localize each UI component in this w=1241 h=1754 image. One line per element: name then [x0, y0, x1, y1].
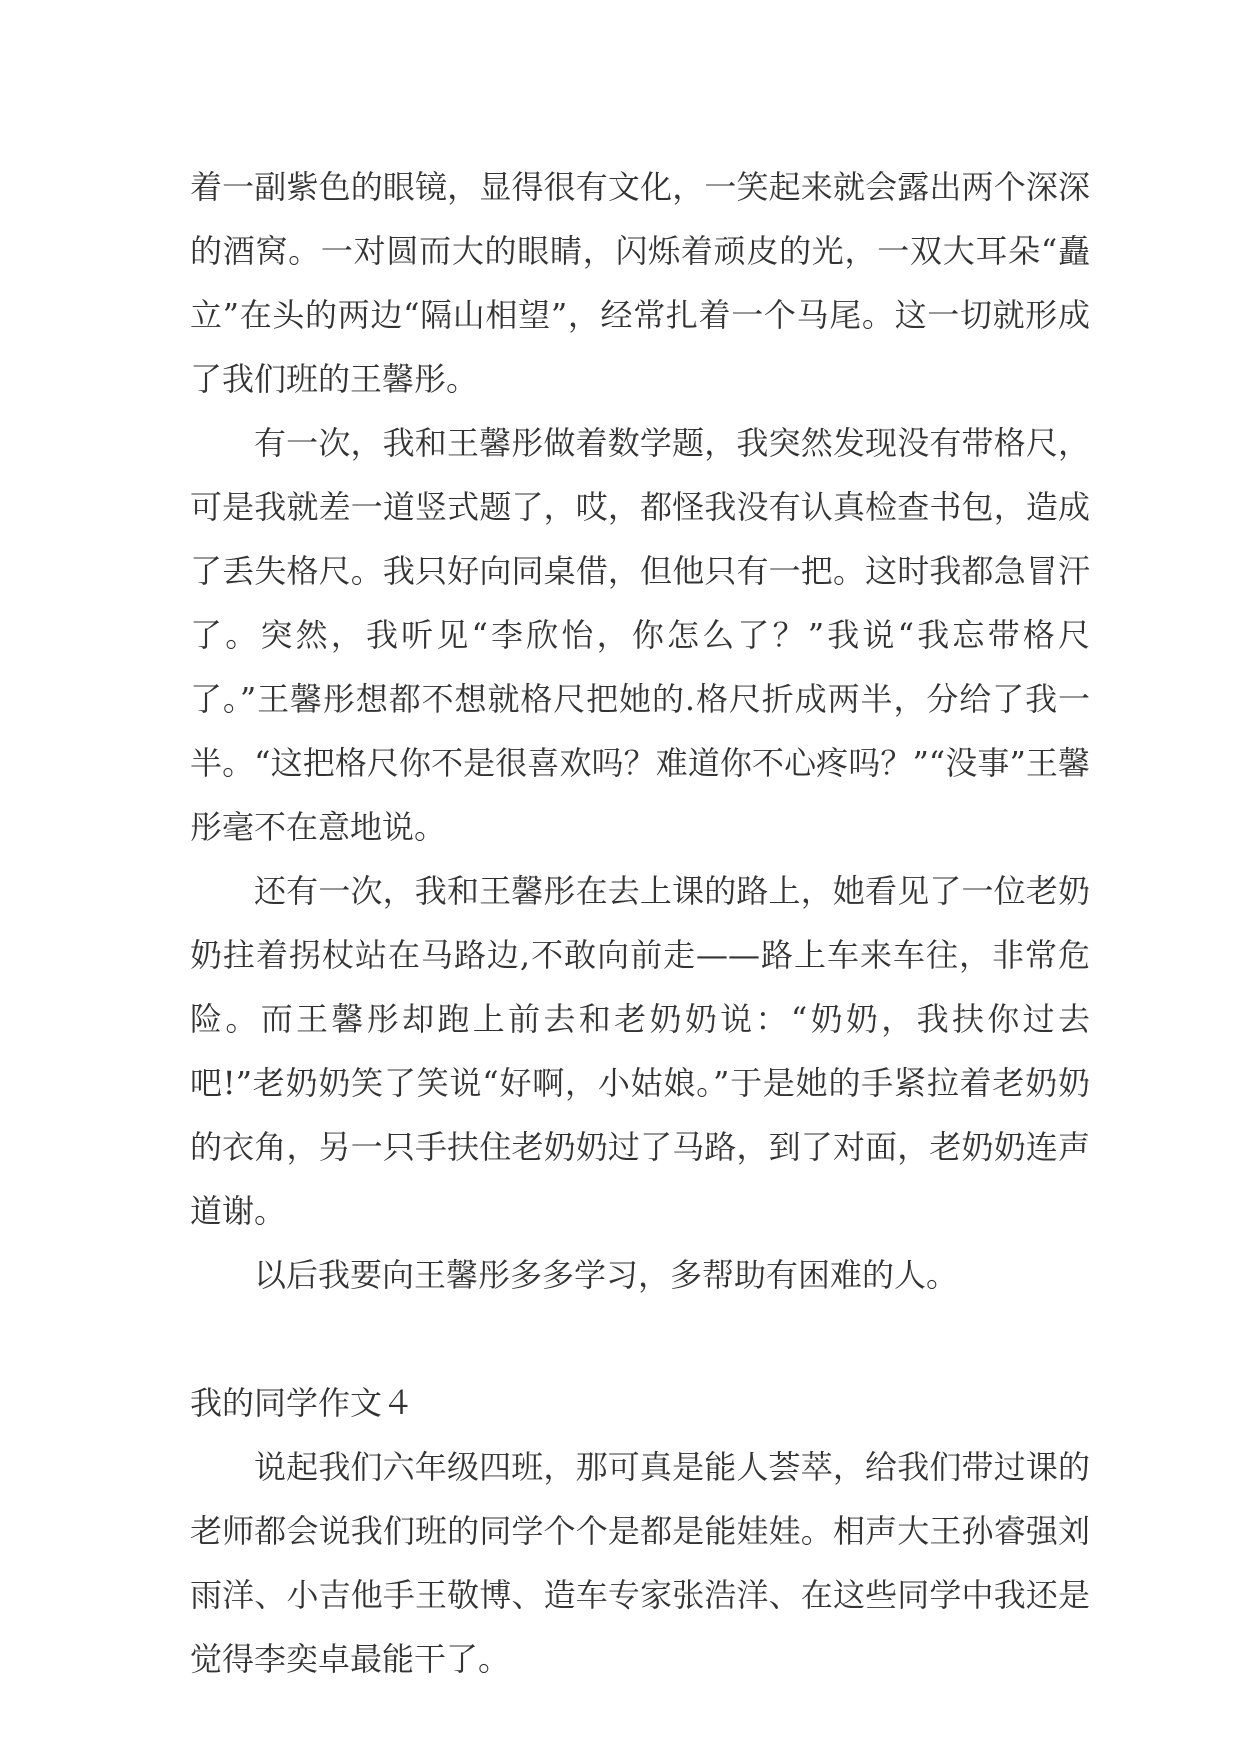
- section-title: 我的同学作文４: [190, 1384, 415, 1422]
- paragraph-ruler-story: 有一次，我和王馨彤做着数学题，我突然发现没有带格尺，可是我就差一道竖式题了，哎，都怪我没有认真检查书包，造成了丢失格尺。我只好向同桌借，但他只有一把。这时我都急冒汗了。突然，我听见“李欣怡，你怎么了？”我说“我忘带格尺了。”王馨彤想都不想就格尺把她的.格尺折成两半，分给了我一半。“这把格尺你不是很喜欢吗？难道你不心疼吗？”“没事”王馨彤毫不在意地说。: [190, 424, 1090, 846]
- paragraph-grandma-story: 还有一次，我和王馨彤在去上课的路上，她看见了一位老奶奶拄着拐杖站在马路边,不敢向前走——路上车来车往，非常危险。而王馨彤却跑上前去和老奶奶说：“奶奶，我扶你过去吧!”老奶奶笑了笑说“好啊，小姑娘。”于是她的手紧拉着老奶奶的衣角，另一只手扶住老奶奶过了马路，到了对面，老奶奶连声道谢。: [190, 872, 1090, 1230]
- document-body: [190, 155, 1090, 1691]
- paragraph-essay-four-intro: 说起我们六年级四班，那可真是能人荟萃，给我们带过课的老师都会说我们班的同学个个是都是能娃娃。相声大王孙睿强刘雨洋、小吉他手王敬博、造车专家张浩洋、在这些同学中我还是觉得李奕卓最能干了。: [190, 1448, 1090, 1678]
- paragraph-conclusion: 以后我要向王馨彤多多学习，多帮助有困难的人。: [254, 1256, 959, 1294]
- paragraph-continued: 着一副紫色的眼镜，显得很有文化，一笑起来就会露出两个深深的酒窝。一对圆而大的眼睛，闪烁着顽皮的光，一双大耳朵“矗立”在头的两边“隔山相望”，经常扎着一个马尾。这一切就形成了我们班的王馨彤。: [190, 168, 1090, 398]
